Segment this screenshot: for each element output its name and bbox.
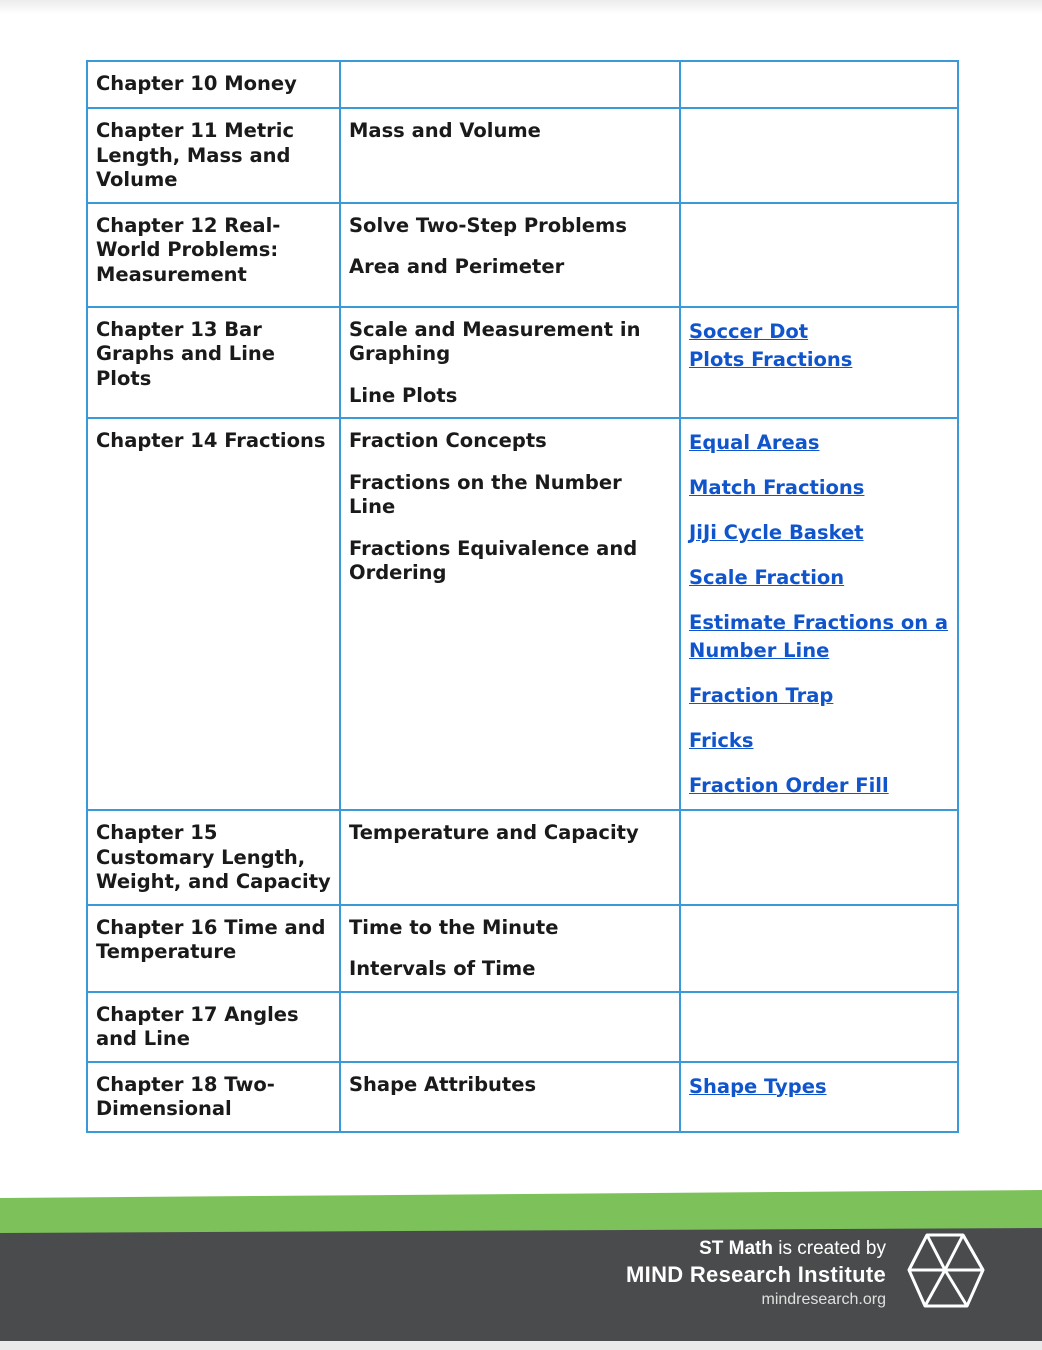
table-row bbox=[87, 992, 958, 1062]
table-row bbox=[87, 810, 958, 905]
game-link-scale-fraction[interactable]: Scale Fraction bbox=[689, 566, 845, 589]
topics-cell bbox=[340, 905, 680, 992]
table-row bbox=[87, 203, 958, 307]
chapter-cell: Chapter 11 Metric Length, Mass and Volume bbox=[87, 108, 340, 203]
credit-line-1 bbox=[626, 1237, 886, 1261]
topics-cell bbox=[340, 1062, 680, 1132]
topic-item: Shape Attributes bbox=[349, 1072, 537, 1096]
topics-cell bbox=[340, 307, 680, 419]
games-cell bbox=[680, 1062, 958, 1132]
page-bottom-strip bbox=[0, 1341, 1042, 1350]
games-cell bbox=[680, 905, 958, 992]
chapter-cell: Chapter 13 Bar Graphs and Line Plots bbox=[87, 307, 340, 419]
games-cell bbox=[680, 418, 958, 810]
game-link-shape-types[interactable]: Shape Types bbox=[689, 1074, 827, 1098]
topic-item: Mass and Volume bbox=[349, 119, 541, 142]
topic-item: Solve Two-Step Problems bbox=[349, 213, 627, 237]
org-name: MIND Research Institute bbox=[626, 1262, 886, 1287]
topic-item: Intervals of Time bbox=[349, 957, 536, 980]
game-link-fraction-order-fill[interactable]: Fraction Order Fill bbox=[689, 774, 889, 797]
topic-item: Area and Perimeter bbox=[349, 255, 565, 278]
table-row bbox=[87, 108, 958, 203]
table-row bbox=[87, 905, 958, 992]
games-cell bbox=[680, 992, 958, 1062]
game-link-fraction-trap[interactable]: Fraction Trap bbox=[689, 684, 834, 707]
footer-green-band bbox=[0, 1190, 1042, 1234]
topic-item: Time to the Minute bbox=[349, 915, 559, 939]
game-link-equal-areas[interactable]: Equal Areas bbox=[689, 431, 820, 454]
topic-item: Line Plots bbox=[349, 383, 458, 407]
games-cell bbox=[680, 307, 958, 419]
page-top-shadow bbox=[0, 0, 1042, 14]
chapter-cell: Chapter 18 Two-Dimensional bbox=[87, 1062, 340, 1132]
chapter-cell: Chapter 17 Angles and Line bbox=[87, 992, 340, 1062]
games-cell bbox=[680, 61, 958, 108]
topic-item: Scale and Measurement in Graphing bbox=[349, 317, 641, 365]
game-link-match-fractions[interactable]: Match Fractions bbox=[689, 476, 865, 499]
topics-cell bbox=[340, 61, 680, 108]
chapter-cell: Chapter 15 Customary Length, Weight, and Capacity bbox=[87, 810, 340, 905]
topic-item: Fractions Equivalence and Ordering bbox=[349, 536, 638, 584]
topic-item: Fractions on the Number Line bbox=[349, 470, 622, 518]
topics-cell bbox=[340, 418, 680, 810]
org-url: mindresearch.org bbox=[761, 1291, 886, 1308]
st-math-brand: ST Math bbox=[699, 1238, 773, 1259]
chapter-cell: Chapter 12 Real-World Problems: Measurement bbox=[87, 203, 340, 307]
games-cell bbox=[680, 203, 958, 307]
table-row bbox=[87, 61, 958, 108]
credit-created-by: is created by bbox=[773, 1238, 886, 1259]
topics-cell bbox=[340, 992, 680, 1062]
topics-cell bbox=[340, 203, 680, 307]
topics-cell bbox=[340, 108, 680, 203]
mind-brain-logo-icon bbox=[905, 1232, 987, 1310]
table-row bbox=[87, 307, 958, 419]
curriculum-table bbox=[86, 60, 959, 1133]
game-link-jiji-cycle-basket[interactable]: JiJi Cycle Basket bbox=[689, 521, 864, 544]
game-link-fricks[interactable]: Fricks bbox=[689, 729, 754, 752]
topics-cell bbox=[340, 810, 680, 905]
topic-item: Fraction Concepts bbox=[349, 429, 547, 452]
games-cell bbox=[680, 108, 958, 203]
table-row bbox=[87, 418, 958, 810]
footer-credit bbox=[626, 1237, 886, 1311]
chapter-cell: Chapter 10 Money bbox=[87, 61, 340, 108]
games-cell bbox=[680, 810, 958, 905]
topic-item: Temperature and Capacity bbox=[349, 821, 639, 844]
chapter-cell: Chapter 14 Fractions bbox=[87, 418, 340, 810]
game-link-estimate-fractions-number-line[interactable]: Estimate Fractions on a Number Line bbox=[689, 611, 949, 662]
game-link-soccer-dot-plots-fractions[interactable]: Soccer Dot Plots Fractions bbox=[689, 319, 853, 371]
table-row bbox=[87, 1062, 958, 1132]
chapter-cell: Chapter 16 Time and Temperature bbox=[87, 905, 340, 992]
